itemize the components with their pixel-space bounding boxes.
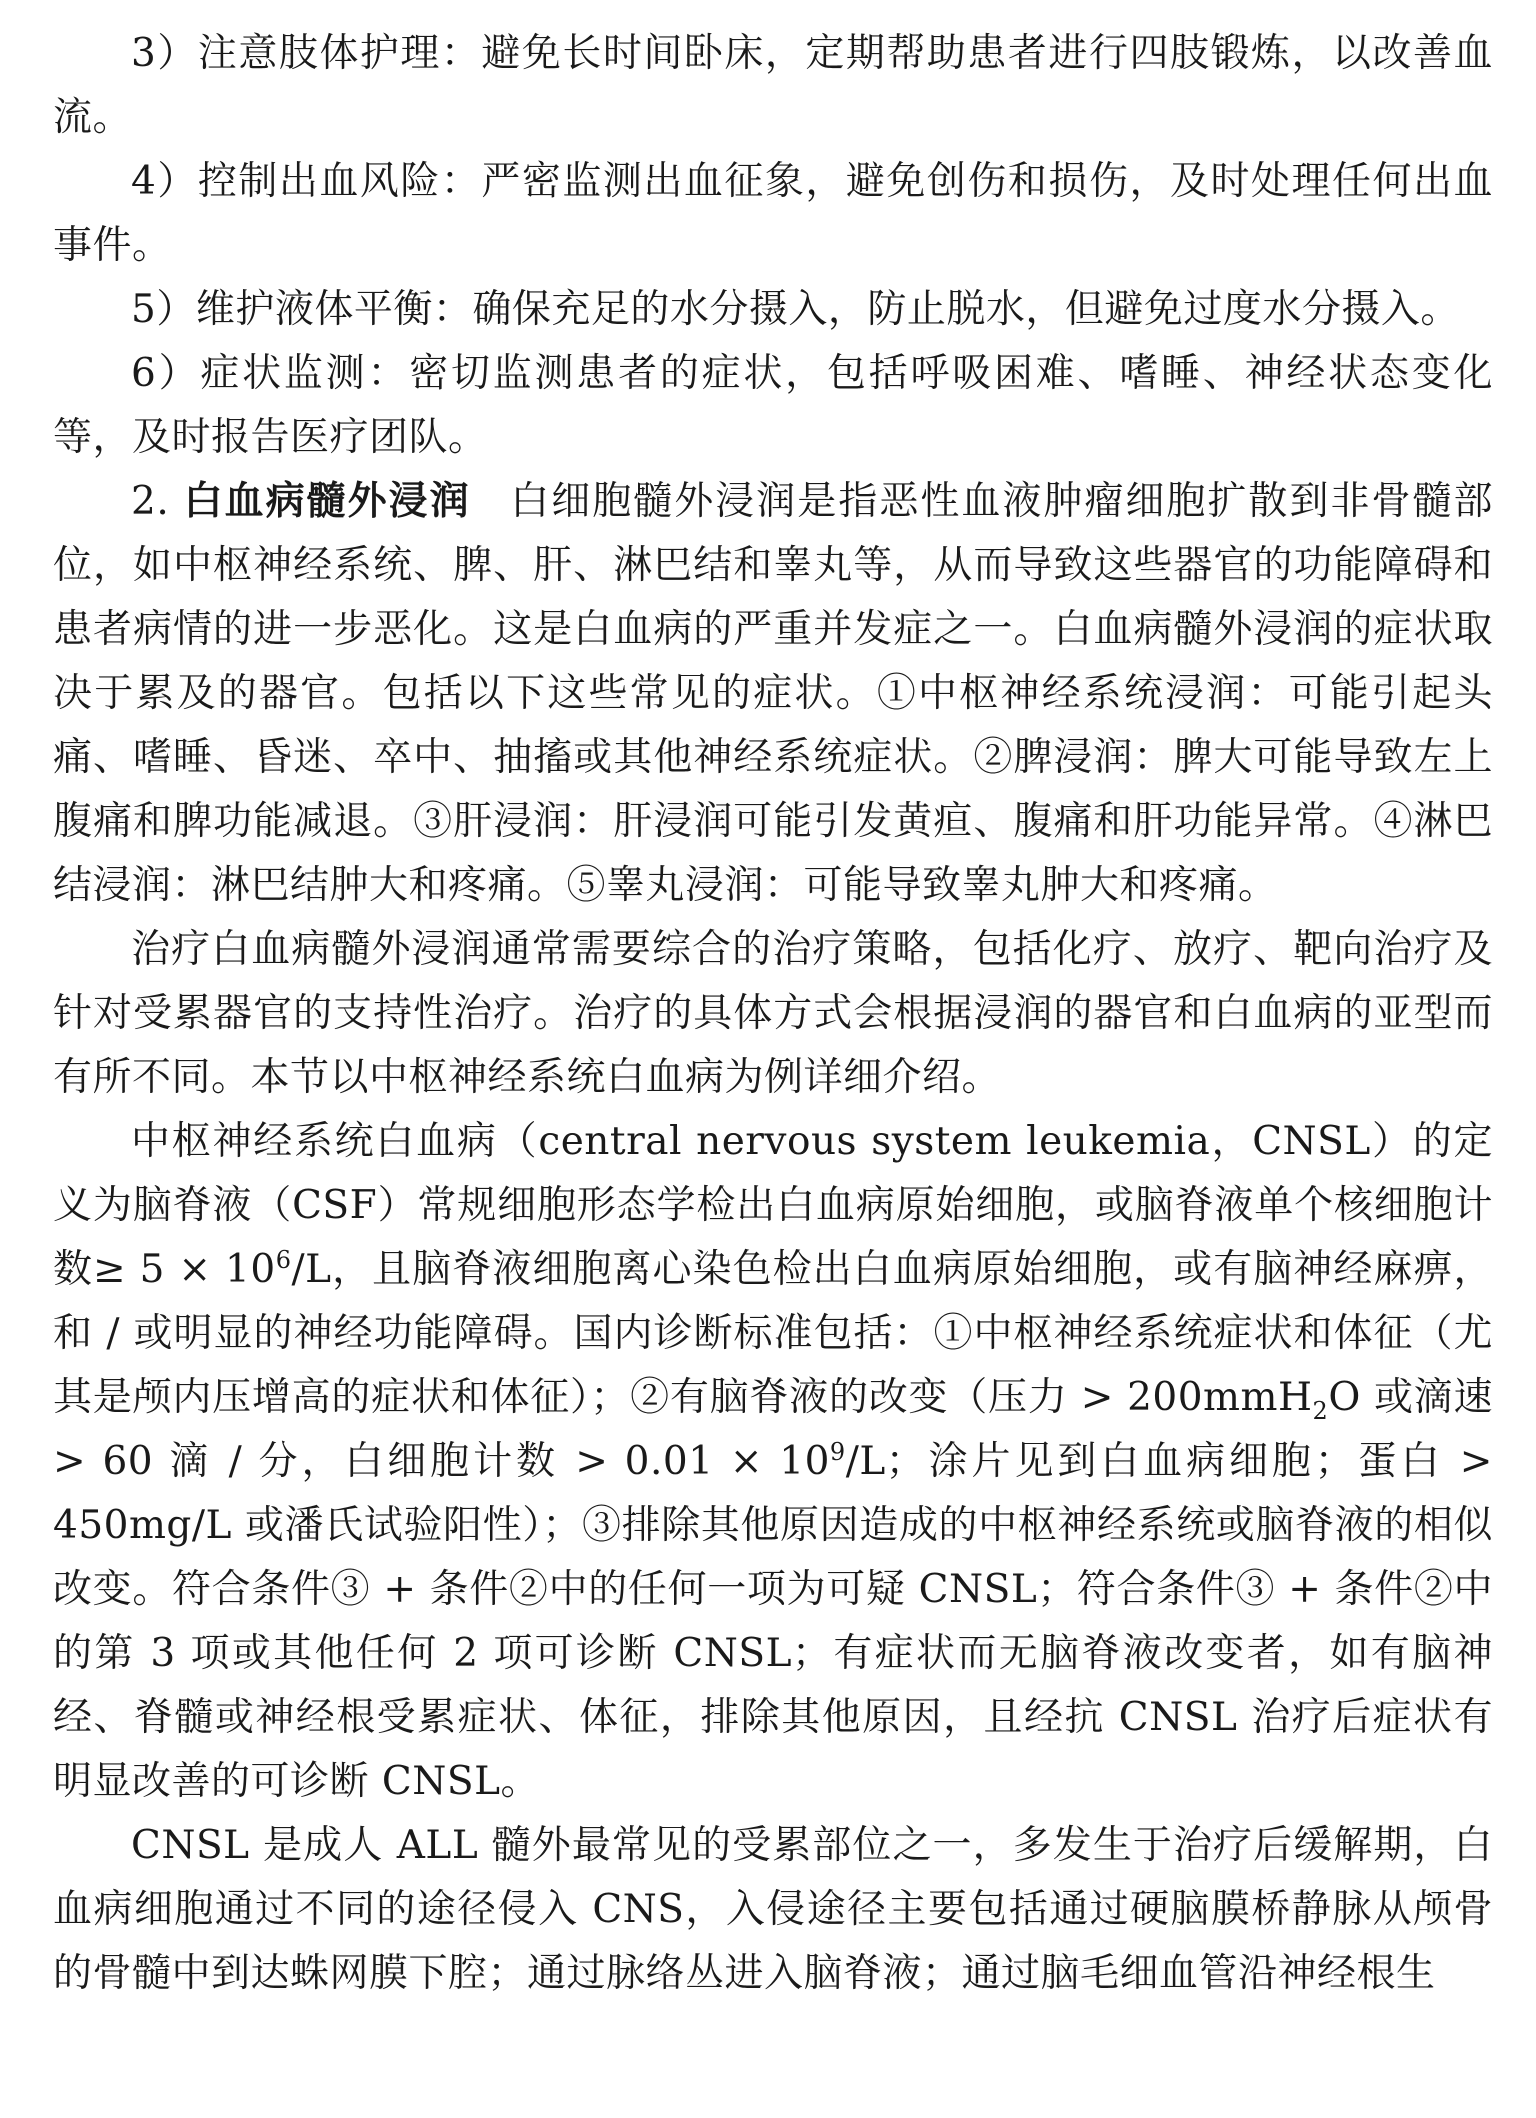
paragraph-bleeding-risk: 4）控制出血风险：严密监测出血征象，避免创伤和损伤，及时处理任何出血事件。 [53,159,1493,268]
section-body-text: 白细胞髓外浸润是指恶性血液肿瘤细胞扩散到非骨髓部位，如中枢神经系统、脾、肝、淋巴结和睾丸等，从而导致这些器官的功能障碍和患者病情的进一步恶化。这是白血病的严重并发症之一。白血病髓外浸润的症状取决于累及的器官。包括以下这些常见的症状。①中枢神经系统浸润：可能引起头痛、嗜睡、昏迷、卒中、抽搐或其他神经系统症状。②脾浸润：脾大可能导致左上腹痛和脾功能减退。③肝浸润：肝浸润可能引发黄疸、腹痛和肝功能异常。④淋巴结浸润：淋巴结肿大和疼痛。⑤睾丸浸润：可能导致睾丸肿大和疼痛。 [53,479,1493,908]
paragraph-treatment-strategy: 治疗白血病髓外浸润通常需要综合的治疗策略，包括化疗、放疗、靶向治疗及针对受累器官的支持性治疗。治疗的具体方式会根据浸润的器官和白血病的亚型而有所不同。本节以中枢神经系统白血病为例详细介绍。 [53,927,1493,1100]
section-heading-text: 白血病髓外浸润 [183,479,471,524]
subscript-2: 2 [1312,1396,1329,1425]
paragraph-symptom-monitoring: 6）症状监测：密切监测患者的症状，包括呼吸困难、嗜睡、神经状态变化等，及时报告医疗团队。 [53,351,1493,460]
section-heading [131,479,471,524]
section-number: 2. [131,479,184,524]
paragraph-extramedullary-infiltration [53,470,1493,918]
document-page [53,22,1493,2006]
cnsl-text-part-c: O 或滴速 > 60 滴 / 分，白细胞计数 > 0.01 × 10 [53,1375,1494,1484]
paragraph-fluid-balance: 5）维护液体平衡：确保充足的水分摄入，防止脱水，但避免过度水分摄入。 [131,287,1460,332]
cnsl-text-part-b: /L，且脑脊液细胞离心染色检出白血病原始细胞，或有脑神经麻痹，和 / 或明显的神经功能障碍。国内诊断标准包括：①中枢神经系统症状和体征（尤其是颅内压增高的症状和体征）；②有脑脊液的改变（压力 > 200mmH [53,1247,1493,1420]
cnsl-text-part-d: /L；涂片见到白血病细胞；蛋白 > 450mg/L 或潘氏试验阳性）；③排除其他原因造成的中枢神经系统或脑脊液的相似改变。符合条件③ + 条件②中的任何一项为可疑 CNSL；符合条件③ + 条件②中的第 3 项或其他任何 2 项可诊断 CNSL；有症状而无脑脊液改变者，如有脑神经、脊髓或神经根受累症状、体征，排除其他原因，且经抗 CNSL 治疗后症状有明显改善的可诊断 CNSL。 [53,1439,1493,1804]
paragraph-cnsl-definition [53,1110,1493,1814]
paragraph-cnsl-pathway: CNSL 是成人 ALL 髓外最常见的受累部位之一，多发生于治疗后缓解期，白血病细胞通过不同的途径侵入 CNS，入侵途径主要包括通过硬脑膜桥静脉从颅骨的骨髓中到达蛛网膜下腔；通过脉络丛进入脑脊液；通过脑毛细血管沿神经根生 [53,1823,1493,1996]
paragraph-limb-care: 3）注意肢体护理：避免长时间卧床，定期帮助患者进行四肢锻炼，以改善血流。 [53,31,1493,140]
exponent-9: 9 [829,1438,846,1466]
cnsl-text-part-a: 中枢神经系统白血病（central nervous system leukemia，CNSL）的定义为脑脊液（CSF）常规细胞形态学检出白血病原始细胞，或脑脊液单个核细胞计数≥ 5 × 10 [53,1119,1493,1292]
exponent-6: 6 [275,1246,292,1274]
